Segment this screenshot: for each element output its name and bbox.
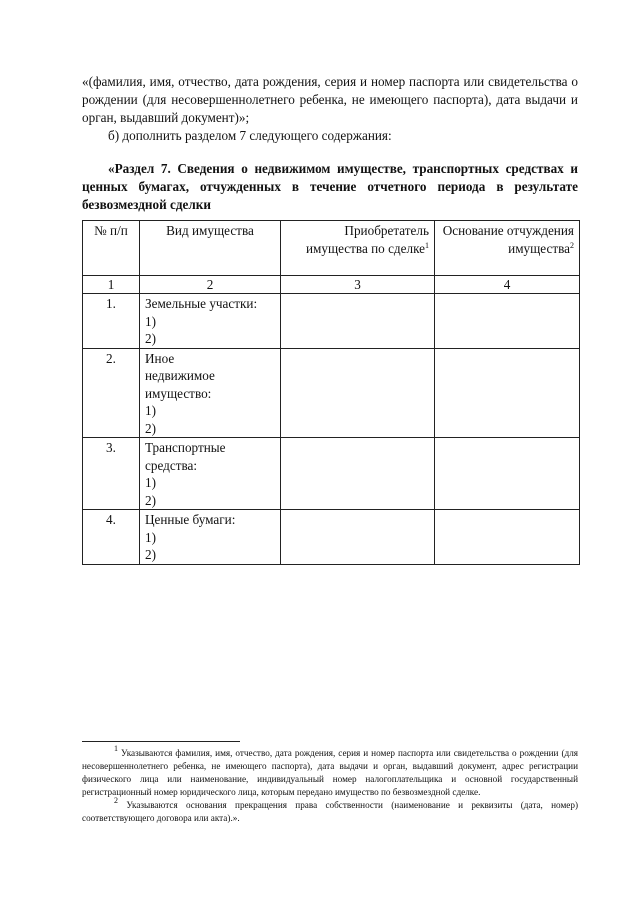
footnote-2-mark: 2: [114, 796, 118, 805]
header-num: № п/п: [83, 221, 140, 276]
property-kind-line: недвижимое: [145, 368, 215, 383]
row-number: 3.: [83, 438, 140, 510]
property-kind-line: 2): [145, 420, 156, 436]
table-row: [83, 348, 580, 438]
basis-cell: [435, 294, 580, 349]
basis-cell: [435, 510, 580, 565]
property-kind-line: средства:: [145, 457, 198, 473]
property-kind-cell: [140, 438, 281, 510]
intro-text: [82, 73, 578, 145]
header-basis: [435, 221, 580, 276]
footnote-1: [82, 744, 578, 799]
property-kind-cell: [140, 348, 281, 438]
table-header-row: [83, 221, 580, 276]
footnote-separator: [82, 741, 240, 742]
footnote-2-text: Указываются основания прекращения права собственности (наименование и реквизиты (дата, номер) соответствующего договора или акта).».: [82, 800, 579, 823]
footnote-1-mark: 1: [114, 744, 118, 753]
table-row: [83, 438, 580, 510]
property-kind-cell: [140, 294, 281, 349]
intro-paragraph: «(фамилия, имя, отчество, дата рождения, серия и номер паспорта или свидетельства о рождении (для несовершеннолетнего ребенка, не имеющего паспорта), дата выдачи и орган, выдавший документ)»;: [82, 74, 578, 125]
column-number-row: [83, 276, 580, 294]
property-kind-line: Транспортные: [145, 440, 226, 455]
column-number: 3: [281, 276, 435, 294]
property-kind-line: 2): [145, 492, 156, 508]
column-number: 4: [435, 276, 580, 294]
header-acquirer: [281, 221, 435, 276]
property-kind-line: 1): [145, 529, 156, 545]
basis-cell: [435, 348, 580, 438]
acquirer-cell: [281, 348, 435, 438]
table-row: [83, 510, 580, 565]
property-kind-line: 1): [145, 475, 156, 490]
acquirer-cell: [281, 438, 435, 510]
intro-instruction: б) дополнить разделом 7 следующего содержания:: [108, 128, 392, 143]
footnote-2: [82, 796, 579, 825]
property-kind-line: Земельные участки:: [145, 296, 258, 311]
row-number: 4.: [83, 510, 140, 565]
property-kind-line: 1): [145, 403, 156, 418]
column-number: 1: [83, 276, 140, 294]
acquirer-cell: [281, 294, 435, 349]
property-table: [82, 220, 580, 565]
section-heading: [82, 160, 578, 214]
basis-cell: [435, 438, 580, 510]
section-heading-text: «Раздел 7. Сведения о недвижимом имуществе, транспортных средствах и ценных бумагах, отчужденных в течение отчетного периода в результате безвозмездной сделки: [82, 161, 578, 212]
footnote-mark-1: 1: [425, 240, 429, 250]
row-number: 2.: [83, 348, 140, 438]
property-kind-line: имущество:: [145, 385, 212, 401]
table-row: [83, 294, 580, 349]
header-kind: Вид имущества: [140, 221, 281, 276]
acquirer-cell: [281, 510, 435, 565]
header-acquirer-label: Приобретатель имущества по сделке: [305, 223, 429, 256]
footnote-mark-2: 2: [570, 240, 574, 250]
header-basis-label: Основание отчуждения имущества: [442, 223, 574, 256]
property-kind-line: 1): [145, 313, 156, 329]
property-kind-line: 2): [145, 331, 156, 346]
property-kind-line: 2): [145, 547, 156, 562]
footnote-1-text: Указываются фамилия, имя, отчество, дата рождения, серия и номер паспорта или свидетельства о рождении (для несовершеннолетнего ребенка, не имеющего паспорта), дата выдачи и орган, выдавший документ, адрес регистрации физического лица или наименование, индивидуальный номер налогоплательщика и основной государственный регистрационный номер юридического лица, которым передано имущество по безвозмездной сделке.: [82, 748, 578, 797]
property-kind-line: Ценные бумаги:: [145, 512, 236, 527]
property-kind-line: Иное: [145, 350, 175, 366]
row-number: 1.: [83, 294, 140, 349]
column-number: 2: [140, 276, 281, 294]
footnotes: [82, 744, 579, 825]
property-kind-cell: [140, 510, 281, 565]
